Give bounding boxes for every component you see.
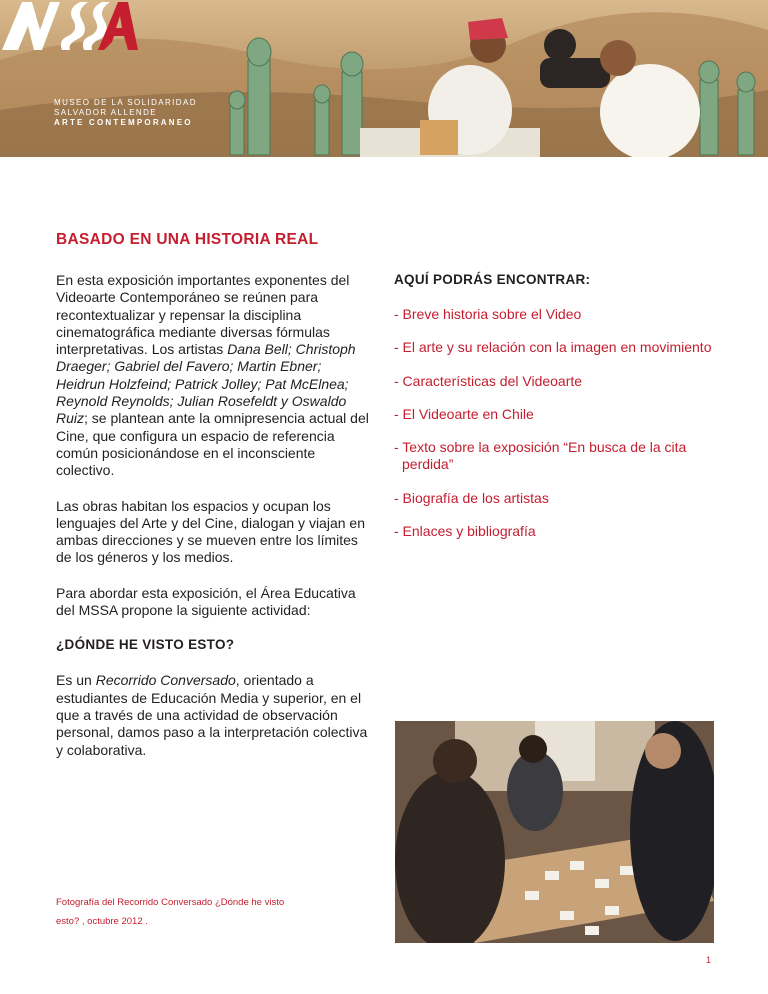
contents-item: - Características del Videoarte	[394, 372, 583, 389]
contents-heading: AQUÍ PODRÁS ENCONTRAR:	[394, 272, 591, 287]
contents-item: - El arte y su relación con la imagen en movimiento	[394, 339, 712, 356]
intro-paragraph	[56, 272, 374, 480]
mssa-logo	[0, 0, 140, 52]
contents-item: - Biografía de los artistas	[394, 489, 549, 506]
activity-emphasis: Recorrido Conversado	[95, 672, 236, 689]
contents-item: - Enlaces y bibliografía	[394, 523, 536, 540]
header-banner-photo	[0, 0, 768, 157]
activity-paragraph	[56, 672, 374, 758]
activity-text-2: , orientado a estudiantes de Educación Media y superior, en el que a través de una actividad de observación personal, damos paso a la interpretación colectiva y colaborativa.	[56, 672, 368, 758]
activity-heading: ¿DÓNDE HE VISTO ESTO?	[56, 637, 235, 653]
activity-photo	[395, 721, 714, 943]
contents-item: - Breve historia sobre el Video	[394, 306, 582, 322]
right-column	[394, 272, 724, 556]
page-number: 1	[706, 955, 712, 965]
photo-caption: Fotografía del Recorrido Conversado ¿Dónde he visto esto? , octubre 2012 .	[56, 897, 285, 927]
paragraph-3: Para abordar esta exposición, el Área Educativa del MSSA propone la siguiente actividad:	[56, 584, 356, 619]
intro-text-1: En esta exposición importantes exponentes del Videoarte Contemporáneo se reúnen para recontextualizar y repensar la disciplina cinematográfica mediante diversas fórmulas interpretativas. Los artistas	[56, 272, 350, 358]
museum-name	[54, 98, 197, 128]
activity-text-1: Es un	[56, 672, 96, 689]
artists-list: Dana Bell; Christoph Draeger; Gabriel del Favero; Martin Ebner; Heidrun Holzfeind; Patrick Jolley; Pat McElnea; Reynold Reynolds; Julian Rosefeldt y Oswaldo Ruiz	[56, 341, 356, 427]
page-title: BASADO EN UNA HISTORIA REAL	[56, 231, 319, 248]
contents-list	[394, 306, 724, 540]
museum-line-2: SALVADOR ALLENDE	[54, 108, 158, 117]
contents-item: - Texto sobre la exposición “En busca de la cita perdida”	[394, 439, 687, 473]
left-column	[56, 272, 374, 777]
activity-photo-scene	[395, 721, 714, 943]
contents-item: - El Videoarte en Chile	[394, 405, 534, 422]
museum-line-3: ARTE CONTEMPORANEO	[54, 118, 193, 127]
intro-text-2: ; se plantean ante la omnipresencia actual del Cine, que configura un espacio de referencia común posicionándose en el inconsciente colectivo.	[56, 410, 369, 479]
museum-line-1: MUSEO DE LA SOLIDARIDAD	[54, 98, 197, 107]
paragraph-2: Las obras habitan los espacios y ocupan los lenguajes del Arte y del Cine, dialogan y viajan en ambas direcciones y se mueven entre los límites de los géneros y los medios.	[56, 497, 365, 566]
